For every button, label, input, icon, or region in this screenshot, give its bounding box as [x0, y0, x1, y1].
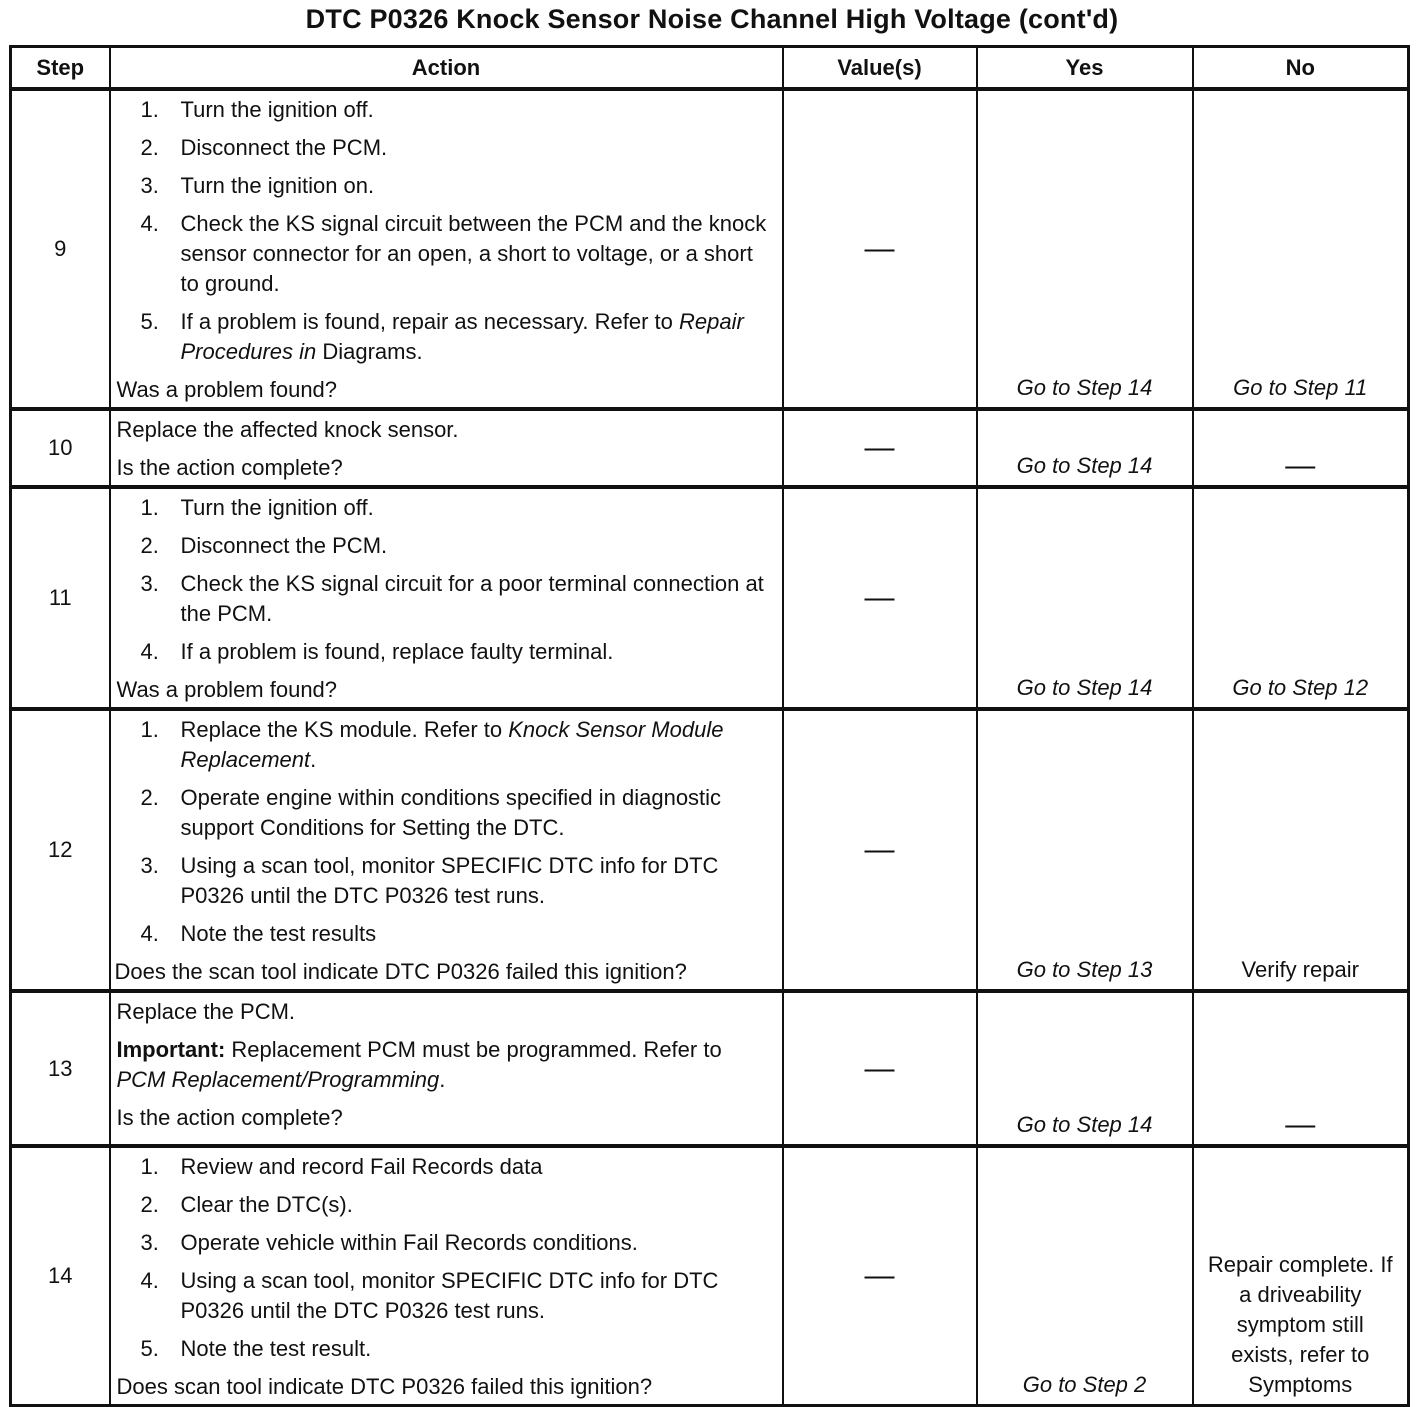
step-number: 11 [11, 487, 110, 709]
value-cell: — [783, 487, 977, 709]
list-item: 4. If a problem is found, replace faulty terminal. [140, 639, 614, 664]
question-text: Was a problem found? [116, 377, 338, 402]
list-item: 3. Turn the ignition on. [140, 173, 375, 198]
header-yes: Yes [977, 47, 1193, 90]
no-cell: — [1193, 409, 1409, 487]
header-action: Action [110, 47, 783, 90]
value-cell: — [783, 89, 977, 409]
action-steps [117, 95, 776, 367]
step-number: 13 [11, 991, 110, 1146]
step-number: 10 [11, 409, 110, 487]
action-steps [117, 715, 776, 949]
list-item: 2. Disconnect the PCM. [140, 533, 388, 558]
no-cell: Verify repair [1193, 709, 1409, 991]
list-item: 2. Disconnect the PCM. [140, 135, 388, 160]
action-cell [110, 487, 783, 709]
list-item: 5. Note the test result. [140, 1336, 372, 1361]
list-item: 1. Turn the ignition off. [140, 495, 374, 520]
yes-cell: Go to Step 14 [977, 89, 1193, 409]
header-no: No [1193, 47, 1409, 90]
list-item: 1. Replace the KS module. Refer to Knock Sensor Module Replacement. [140, 717, 724, 772]
yes-cell: Go to Step 14 [977, 409, 1193, 487]
list-item: 1. Turn the ignition off. [140, 97, 374, 122]
list-item: 3. Check the KS signal circuit for a poor terminal connection at the PCM. [140, 571, 764, 626]
list-item: 5. If a problem is found, repair as necessary. Refer to Repair Procedures in Diagrams. [140, 309, 744, 364]
header-step: Step [11, 47, 110, 90]
question-text: Was a problem found? [116, 677, 338, 702]
table-row [11, 991, 1409, 1146]
question-text: Is the action complete? [116, 455, 343, 480]
no-cell: Go to Step 12 [1193, 487, 1409, 709]
yes-cell: Go to Step 13 [977, 709, 1193, 991]
list-item: 2. Operate engine within conditions specified in diagnostic support Conditions for Setting the DTC. [140, 785, 722, 840]
action-steps [117, 493, 776, 667]
important-label: Important: [116, 1037, 226, 1062]
value-cell: — [783, 409, 977, 487]
diagnostic-table [9, 45, 1410, 1407]
table-row [11, 409, 1409, 487]
important-note: Important: Replacement PCM must be programmed. Refer to PCM Replacement/Programming. [116, 1037, 722, 1092]
table-row [11, 709, 1409, 991]
action-cell [110, 89, 783, 409]
question-text: Is the action complete? [116, 1105, 343, 1130]
no-cell: Go to Step 11 [1193, 89, 1409, 409]
list-item: 3. Operate vehicle within Fail Records conditions. [140, 1230, 638, 1255]
action-cell [110, 709, 783, 991]
action-cell [110, 409, 783, 487]
table-row [11, 487, 1409, 709]
table-row [11, 1146, 1409, 1406]
header-values: Value(s) [783, 47, 977, 90]
list-item: 4. Check the KS signal circuit between the PCM and the knock sensor connector for an open, a short to voltage, or a short to ground. [140, 211, 767, 296]
step-number: 12 [11, 709, 110, 991]
action-cell [110, 991, 783, 1146]
value-cell: — [783, 1146, 977, 1406]
page-title: DTC P0326 Knock Sensor Noise Channel High Voltage (cont'd) [305, 4, 1119, 34]
value-cell: — [783, 991, 977, 1146]
yes-cell: Go to Step 14 [977, 991, 1193, 1146]
list-item: 1. Review and record Fail Records data [140, 1154, 543, 1179]
table-row [11, 89, 1409, 409]
no-cell: — [1193, 991, 1409, 1146]
action-text: Replace the PCM. [116, 999, 296, 1024]
yes-cell: Go to Step 14 [977, 487, 1193, 709]
action-steps [117, 1152, 776, 1364]
list-item: 4. Note the test results [140, 921, 377, 946]
list-item: 2. Clear the DTC(s). [140, 1192, 353, 1217]
yes-cell: Go to Step 2 [977, 1146, 1193, 1406]
question-text: Does scan tool indicate DTC P0326 failed this ignition? [116, 1374, 653, 1399]
action-cell [110, 1146, 783, 1406]
question-text: Does the scan tool indicate DTC P0326 failed this ignition? [114, 959, 687, 984]
value-cell: — [783, 709, 977, 991]
list-item: 3. Using a scan tool, monitor SPECIFIC DTC info for DTC P0326 until the DTC P0326 test runs. [140, 853, 719, 908]
list-item: 4. Using a scan tool, monitor SPECIFIC DTC info for DTC P0326 until the DTC P0326 test runs. [140, 1268, 719, 1323]
action-text: Replace the affected knock sensor. [116, 417, 459, 442]
step-number: 14 [11, 1146, 110, 1406]
step-number: 9 [11, 89, 110, 409]
table-header-row [11, 47, 1409, 90]
no-cell: Repair complete. If a driveability symptom still exists, refer to Symptoms [1193, 1146, 1409, 1406]
